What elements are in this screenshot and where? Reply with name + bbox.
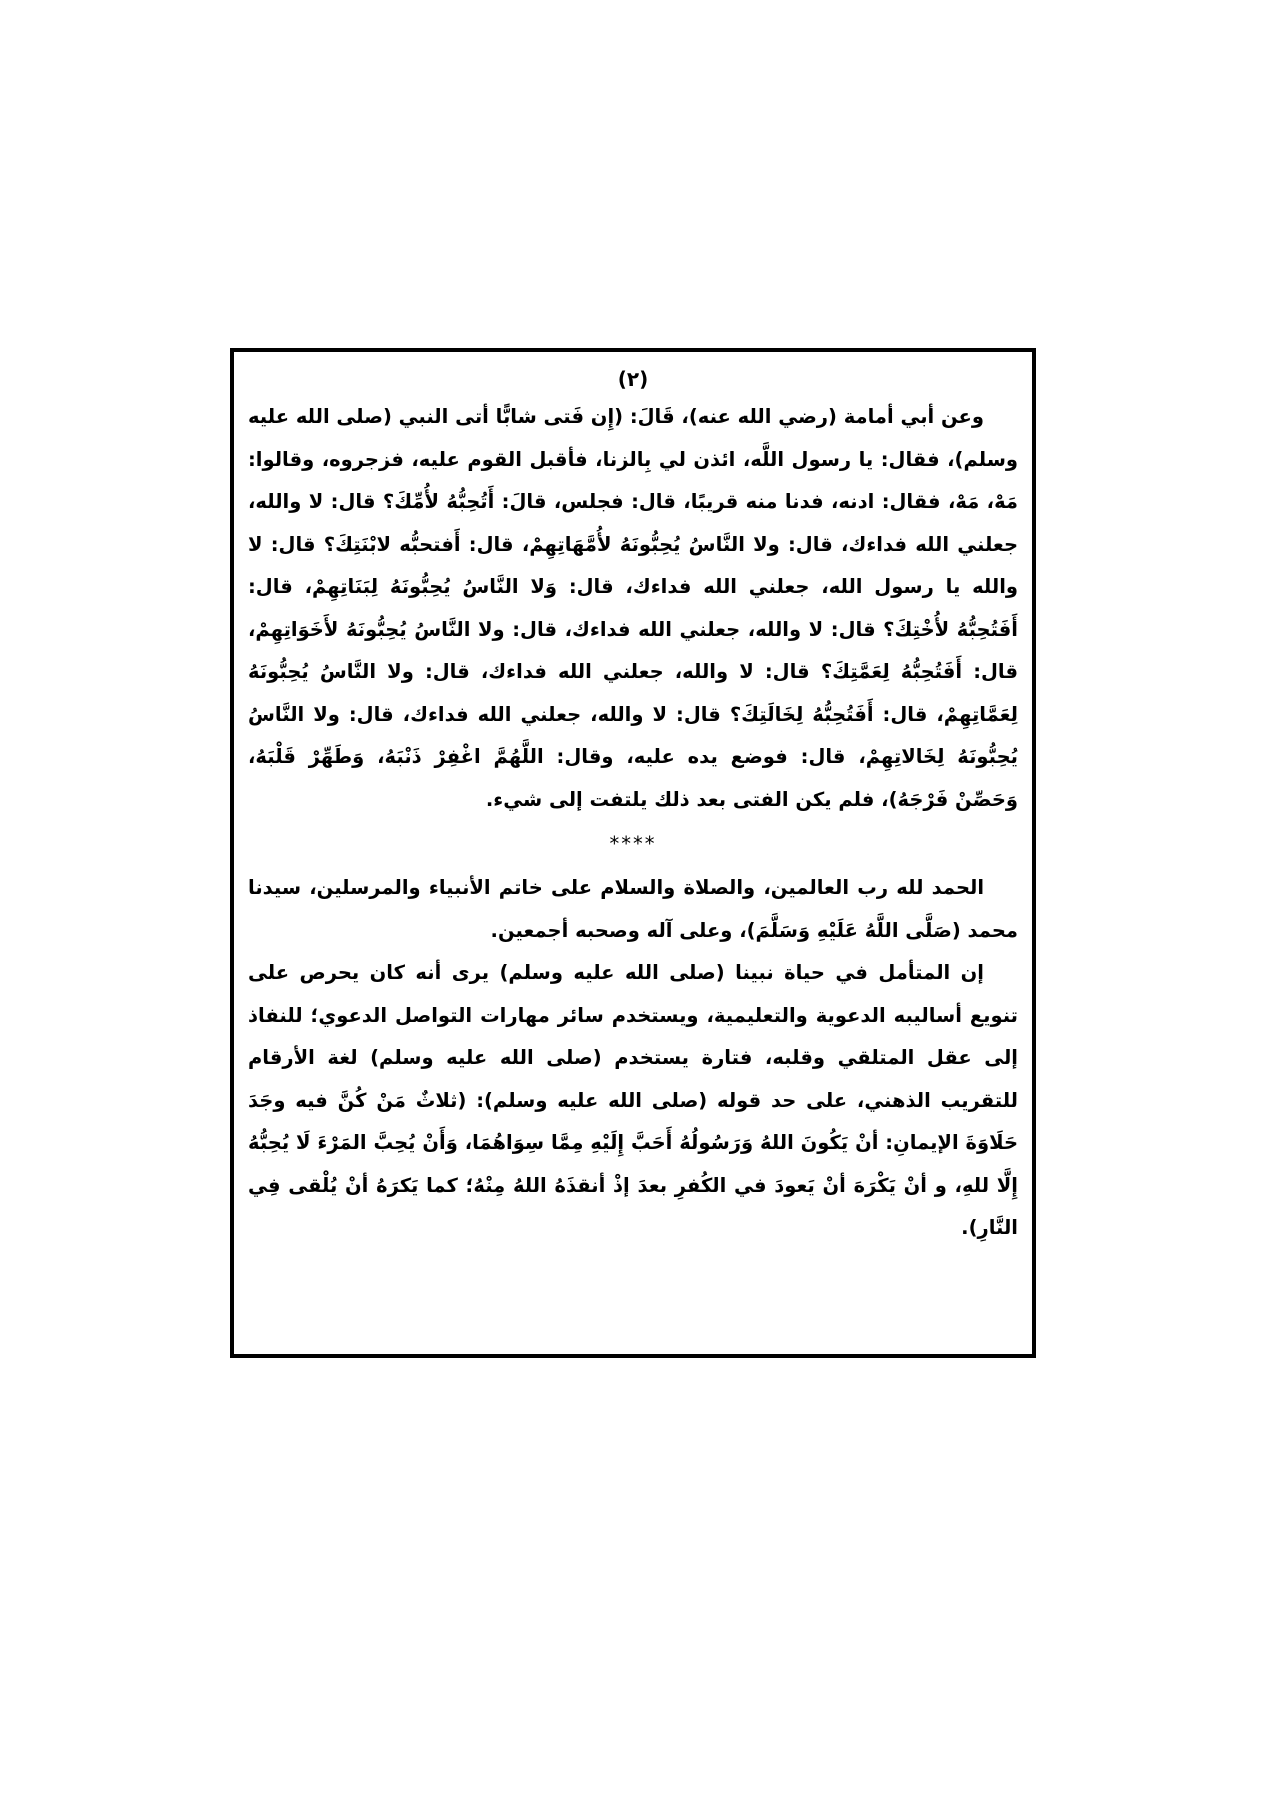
reflection-paragraph: إن المتأمل في حياة نبينا (صلى الله عليه وسلم) يرى أنه كان يحرص على تنويع أساليبه الدعوية والتعليمية، ويستخدم سائر مهارات التواصل الدعوي؛ للنفاذ إلى عقل المتلقي وقلبه، فتارة يستخدم (صلى الله عليه وسلم) لغة الأرقام للتقريب الذهني، على حد قوله (صلى الله عليه وسلم): (ثلاثٌ مَنْ كُنَّ فيه وجَدَ حَلَاوَةَ الإيمانِ: أنْ يَكُونَ اللهُ وَرَسُولُهُ أَحَبَّ إِلَيْهِ مِمَّا سِوَاهُمَا، وَأَنْ يُحِبَّ المَرْءَ لَا يُحِبُّهُ إِلَّا للهِ، و أنْ يَكْرَهَ أنْ يَعودَ في الكُفرِ بعدَ إذْ أنقذَهُ اللهُ مِنْهُ؛ كما يَكرَهُ أنْ يُلْقى فِي النَّارِ). [248,961,1018,1239]
section-separator: **** [609,832,657,855]
hadith-paragraph: وعن أبي أمامة (رضي الله عنه)، قَالَ: (إِن فَتى شابًّا أتى النبي (صلى الله عليه وسلم)، فقال: يا رسول اللَّه، ائذن لي بِالزنا، فأقبل القوم عليه، فزجروه، وقالوا: مَهْ، مَهْ، فقال: ادنه، فدنا منه قريبًا، قال: فجلس، قالَ: أَتُحِبُّهُ لأُمِّكَ؟ قال: لا والله، جعلني الله فداءك، قال: ولا النَّاسُ يُحِبُّونَهُ لأُمَّهَاتِهِمْ، قال: أَفتحبُّه لابْنَتِكَ؟ قال: لا والله يا رسول الله، جعلني الله فداءك، قال: وَلا النَّاسُ يُحِبُّونَهُ لِبَنَاتِهِمْ، قال: أَفَتُحِبُّهُ لأُخْتِكَ؟ قال: لا والله، جعلني الله فداءك، قال: ولا النَّاسُ يُحِبُّونَهُ لأَخَوَاتِهِمْ، قال: أَفَتُحِبُّهُ لِعَمَّتِكَ؟ قال: لا والله، جعلني الله فداءك، قال: ولا النَّاسُ يُحِبُّونَهُ لِعَمَّاتِهِمْ، قال: أَفَتُحِبُّهُ لِخَالَتِكَ؟ قال: لا والله، جعلني الله فداءك، قال: ولا النَّاسُ يُحِبُّونَهُ لِخَالاتِهِمْ، قال: فوضع يده عليه، وقال: اللَّهُمَّ اغْفِرْ ذَنْبَهُ، وَطَهِّرْ قَلْبَهُ، وَحَصِّنْ فَرْجَهُ)، فلم يكن الفتى بعد ذلك يلتفت إلى شيء. [247,405,1018,811]
section-number: (٢) [617,367,649,391]
page-content [248,362,1018,1250]
praise-paragraph: الحمد لله رب العالمين، والصلاة والسلام على خاتم الأنبياء والمرسلين، سيدنا محمد (صَلَّى اللَّهُ عَلَيْهِ وَسَلَّمَ)، وعلى آله وصحبه أجمعين. [248,876,1018,942]
page-frame [230,348,1036,1358]
